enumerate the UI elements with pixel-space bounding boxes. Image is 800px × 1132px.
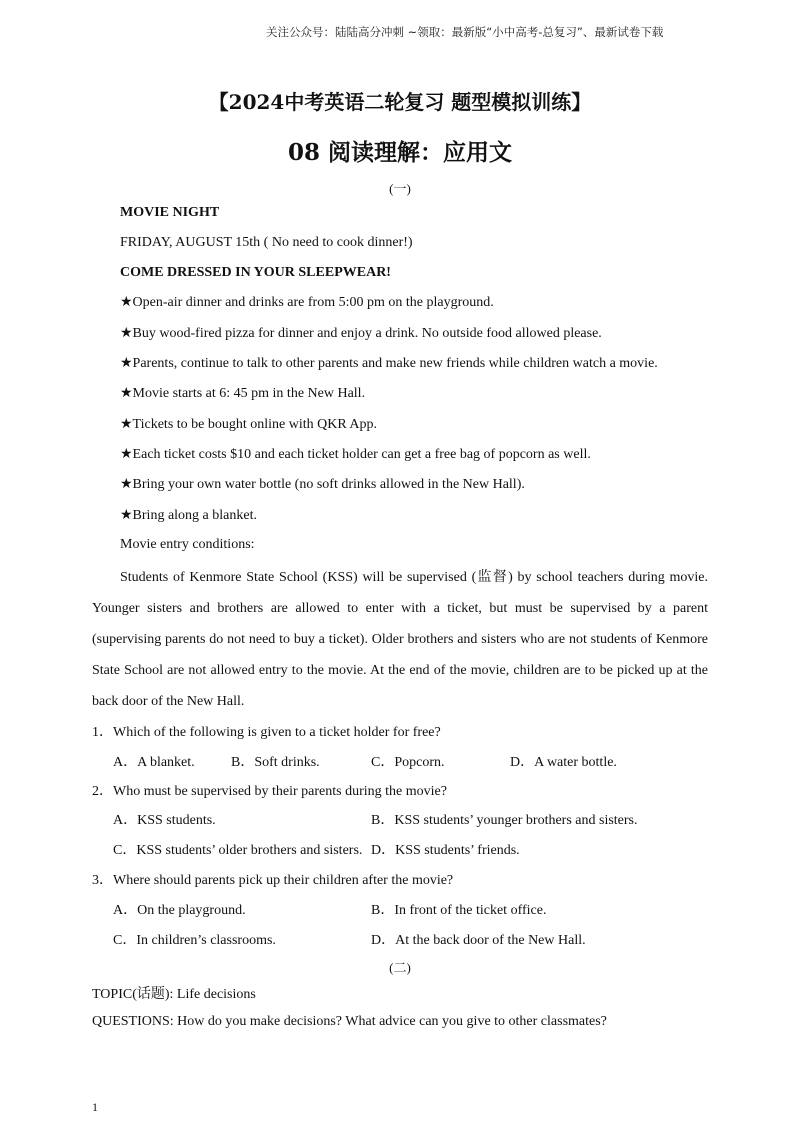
notice-item: ★Open-air dinner and drinks are from 5:00 pm on the playground. [120, 295, 494, 310]
question-option: C．Popcorn. [371, 755, 445, 770]
question-stem: 1．Which of the following is given to a ticket holder for free? [92, 725, 441, 740]
question-stem: 3．Where should parents pick up their children after the movie? [92, 873, 454, 888]
question-stem: 2．Who must be supervised by their parents during the movie? [92, 784, 447, 799]
notice-item: ★Tickets to be bought online with QKR App. [120, 417, 378, 432]
question-option: C．In children’s classrooms. [113, 933, 276, 948]
question-option: B．KSS students’ younger brothers and sisters. [371, 813, 638, 828]
question-option: B．In front of the ticket office. [371, 903, 547, 918]
section-label-1: (一) [389, 181, 411, 196]
question-option: D．KSS students’ friends. [371, 843, 520, 858]
notice-item: ★Bring along a blanket. [120, 508, 257, 523]
header-note: 关注公众号：陆陆高分冲刺 ~领取：最新版“小中高考-总复习”、最新试卷下载 [266, 25, 664, 39]
topic-line: TOPIC(话题): Life decisions [92, 987, 256, 1002]
notice-item: ★Each ticket costs $10 and each ticket holder can get a free bag of popcorn as well. [120, 447, 591, 462]
notice-item: ★Parents, continue to talk to other parents and make new friends while children watch a movie. [120, 356, 658, 371]
topic-questions-line: QUESTIONS: How do you make decisions? What advice can you give to other classmates? [92, 1014, 607, 1029]
notice-item: ★Movie starts at 6: 45 pm in the New Hall. [120, 386, 366, 401]
question-option: C．KSS students’ older brothers and sisters. [113, 843, 363, 858]
entry-conditions-text: Students of Kenmore State School (KSS) will be supervised (监督) by school teachers during movie. Younger sisters and brothers are allowed to enter with a ticket, but must be supervised by a parent (supervising parents do not need to buy a ticket). Older brothers and sisters who are not students of Kenmore State School are not allowed entry to the movie. At the end of the movie, children are to be picked up at the back door of the New Hall. [92, 570, 708, 709]
notice-item: ★Buy wood-fired pizza for dinner and enjoy a drink. No outside food allowed please. [120, 326, 602, 341]
notice-dress-code: COME DRESSED IN YOUR SLEEPWEAR! [120, 265, 391, 280]
document-title: 【2024中考英语二轮复习 题型模拟训练】 [208, 90, 592, 114]
question-option: B．Soft drinks. [231, 755, 320, 770]
document-subtitle: 08 阅读理解：应用文 [287, 139, 512, 166]
entry-conditions-label: Movie entry conditions: [120, 537, 255, 552]
section-label-2: (二) [389, 960, 411, 975]
notice-heading: MOVIE NIGHT [120, 205, 220, 220]
question-option: A．A blanket. [113, 755, 195, 770]
question-option: A．On the playground. [113, 903, 246, 918]
question-option: D．A water bottle. [510, 755, 617, 770]
question-option: A．KSS students. [113, 813, 216, 828]
notice-item: ★Bring your own water bottle (no soft drinks allowed in the New Hall). [120, 477, 525, 492]
page-number: 1 [92, 1100, 98, 1114]
notice-date: FRIDAY, AUGUST 15th ( No need to cook dinner!) [120, 235, 413, 250]
entry-conditions-paragraph [92, 562, 708, 717]
question-option: D．At the back door of the New Hall. [371, 933, 586, 948]
